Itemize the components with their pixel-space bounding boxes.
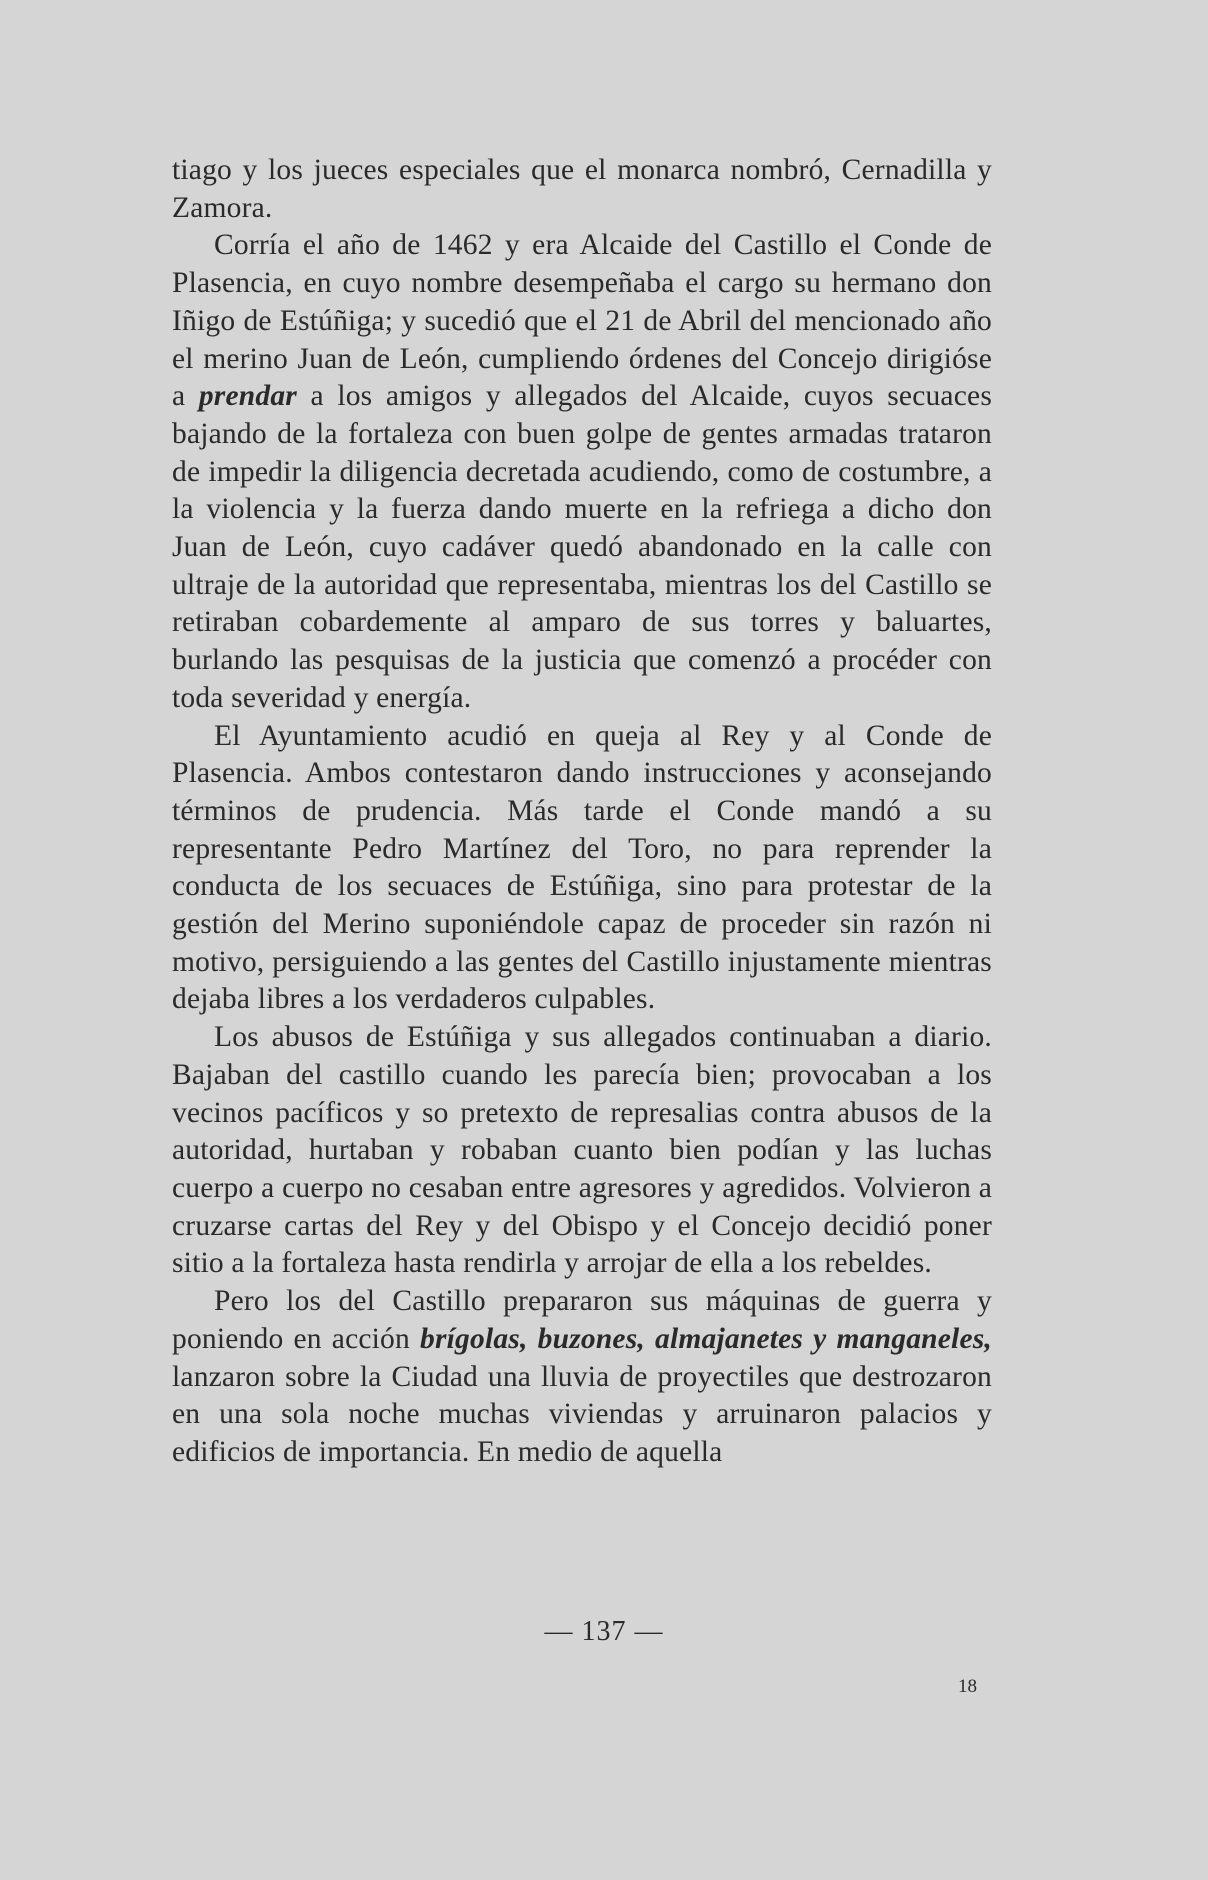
text-run: Pero los del Castillo prepararon sus máquinas de guerra y poniendo en acción [172,1285,992,1355]
text-run: Corría el año de 1462 y era Alcaide del Castillo el Conde de Plasencia, en cuyo nombre desempeñaba el cargo su hermano don Iñigo de Estúñiga; y sucedió que el 21 de Abril del mencionado año el merino Juan de León, cumpliendo órdenes del Concejo dirigióse a [172,229,992,413]
paragraph [172,227,992,717]
paragraph [172,152,992,227]
text-run: El Ayuntamiento acudió en queja al Rey y al Conde de Plasencia. Ambos contestaron dando instrucciones y aconsejando términos de prudencia. Más tarde el Conde mandó a su representante Pedro Martínez del Toro, no para reprender la conducta de los secuaces de Estúñiga, sino para protestar de la gestión del Merino suponiéndole capaz de proceder sin razón ni motivo, persiguiendo a las gentes del Castillo injustamente mientras dejaba libres a los verdaderos culpables. [172,719,992,1016]
text-run: tiago y los jueces especiales que el monarca nombró, Cernadilla y Zamora. [172,154,992,224]
paragraph [172,718,992,1020]
page-number: — 137 — [544,1616,664,1647]
signature-mark: 18 [958,1676,977,1697]
paragraph [172,1283,992,1472]
italic-term: prendar [198,380,297,413]
paragraph [172,1019,992,1283]
text-run: a los amigos y allegados del Alcaide, cuyos secuaces bajando de la fortaleza con buen golpe de gentes armadas trataron de impedir la diligencia decretada acudiendo, como de costumbre, a la violencia y la fuerza dando muerte en la refriega a dicho don Juan de León, cuyo cadáver quedó abandonado en la calle con ultraje de la autoridad que representaba, mientras los del Castillo se retiraban cobardemente al amparo de sus torres y baluartes, burlando las pesquisas de la justicia que comenzó a procéder con toda severidad y energía. [172,380,992,714]
body-text [172,152,992,1472]
text-run: lanzaron sobre la Ciudad una lluvia de proyectiles que destrozaron en una sola noche muchas viviendas y arruinaron palacios y edificios de importancia. En medio de aquella [172,1360,992,1468]
text-run: Los abusos de Estúñiga y sus allegados continuaban a diario. Bajaban del castillo cuando les parecía bien; provocaban a los vecinos pacíficos y so pretexto de represalias contra abusos de la autoridad, hurtaban y robaban cuanto bien podían y las luchas cuerpo a cuerpo no cesaban entre agresores y agredidos. Volvieron a cruzarse cartas del Rey y del Obispo y el Concejo decidió poner sitio a la fortaleza hasta rendirla y arrojar de ella a los rebeldes. [172,1021,992,1280]
italic-term: brígolas, buzones, almajanetes y manganeles, [420,1322,992,1355]
